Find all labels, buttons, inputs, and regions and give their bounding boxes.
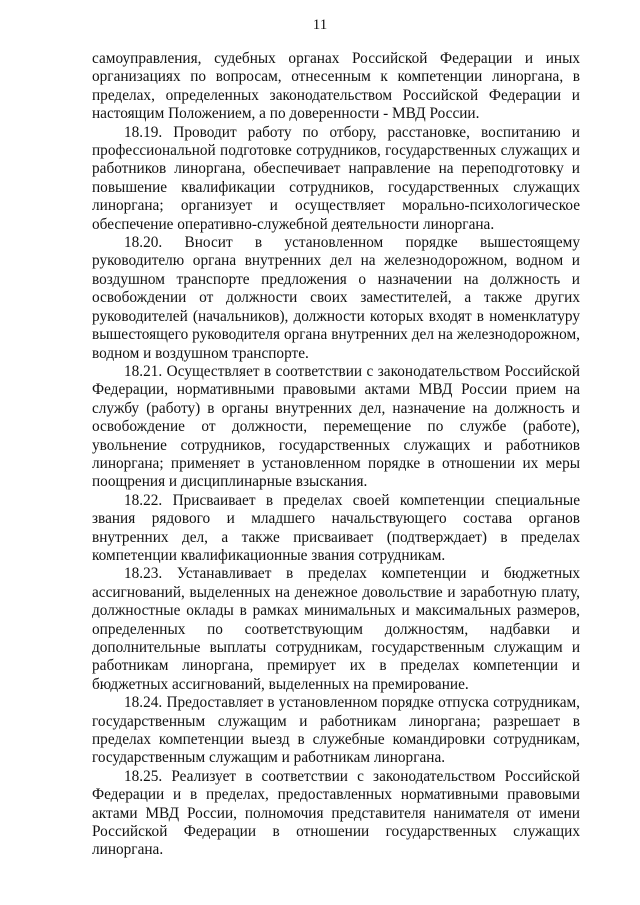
paragraph-18-22: 18.22. Присваивает в пределах своей компетенции специальные звания рядового и младшего начальствующего состава органов внутренних дел, а также присваивает (подтверждает) в пределах компетенции квалификационные звания сотрудникам.	[92, 491, 580, 564]
paragraph-18-24: 18.24. Предоставляет в установленном порядке отпуска сотрудникам, государственным служащим и работникам линоргана; разрешает в пределах компетенции выезд в служебные командировки сотрудникам, государственным служащим и работникам линоргана.	[92, 694, 580, 767]
paragraph-continuation: самоуправления, судебных органах Российской Федерации и иных организациях по вопросам, отнесенным к компетенции линоргана, в пределах, определенных законодательством Российской Федерации и настоящим Положением, а по доверенности - МВД России.	[92, 50, 580, 123]
paragraph-18-21: 18.21. Осуществляет в соответствии с законодательством Российской Федерации, нормативными правовыми актами МВД России прием на службу (работу) в органы внутренних дел, назначение на должность и освобождение от должности, перемещение по службе (работе), увольнение сотрудников, государственных служащих и работников линоргана; применяет в установленном порядке в отношении их меры поощрения и дисциплинарные взыскания.	[92, 362, 580, 491]
paragraph-18-25: 18.25. Реализует в соответствии с законодательством Российской Федерации и в пределах, предоставленных нормативными правовыми актами МВД России, полномочия представителя нанимателя от имени Российской Федерации в отношении государственных служащих линоргана.	[92, 767, 580, 859]
page-number: 11	[312, 17, 328, 33]
paragraph-18-20: 18.20. Вносит в установленном порядке вышестоящему руководителю органа внутренних дел на железнодорожном, водном и воздушном транспорте предложения о назначении на должность и освобождении от должности своих заместителей, а также других руководителей (начальников), должности которых входят в номенклатуру вышестоящего руководителя органа внутренних дел на железнодорожном, водном и воздушном транспорте.	[92, 234, 580, 362]
paragraph-18-19: 18.19. Проводит работу по отбору, расстановке, воспитанию и профессиональной подготовке сотрудников, государственных служащих и работников линоргана, обеспечивает направление на переподготовку и повышение квалификации сотрудников, государственных служащих линоргана; организует и осуществляет морально-психологическое обеспечение оперативно-служебной деятельности линоргана.	[92, 123, 580, 233]
paragraph-18-23: 18.23. Устанавливает в пределах компетенции и бюджетных ассигнований, выделенных на денежное довольствие и заработную плату, должностные оклады в рамках минимальных и максимальных размеров, определенных по соответствующим должностям, надбавки и дополнительные выплаты сотрудникам, государственным служащим и работникам линоргана, премирует их в пределах компетенции и бюджетных ассигнований, выделенных на премирование.	[92, 565, 580, 693]
document-body	[92, 50, 580, 860]
